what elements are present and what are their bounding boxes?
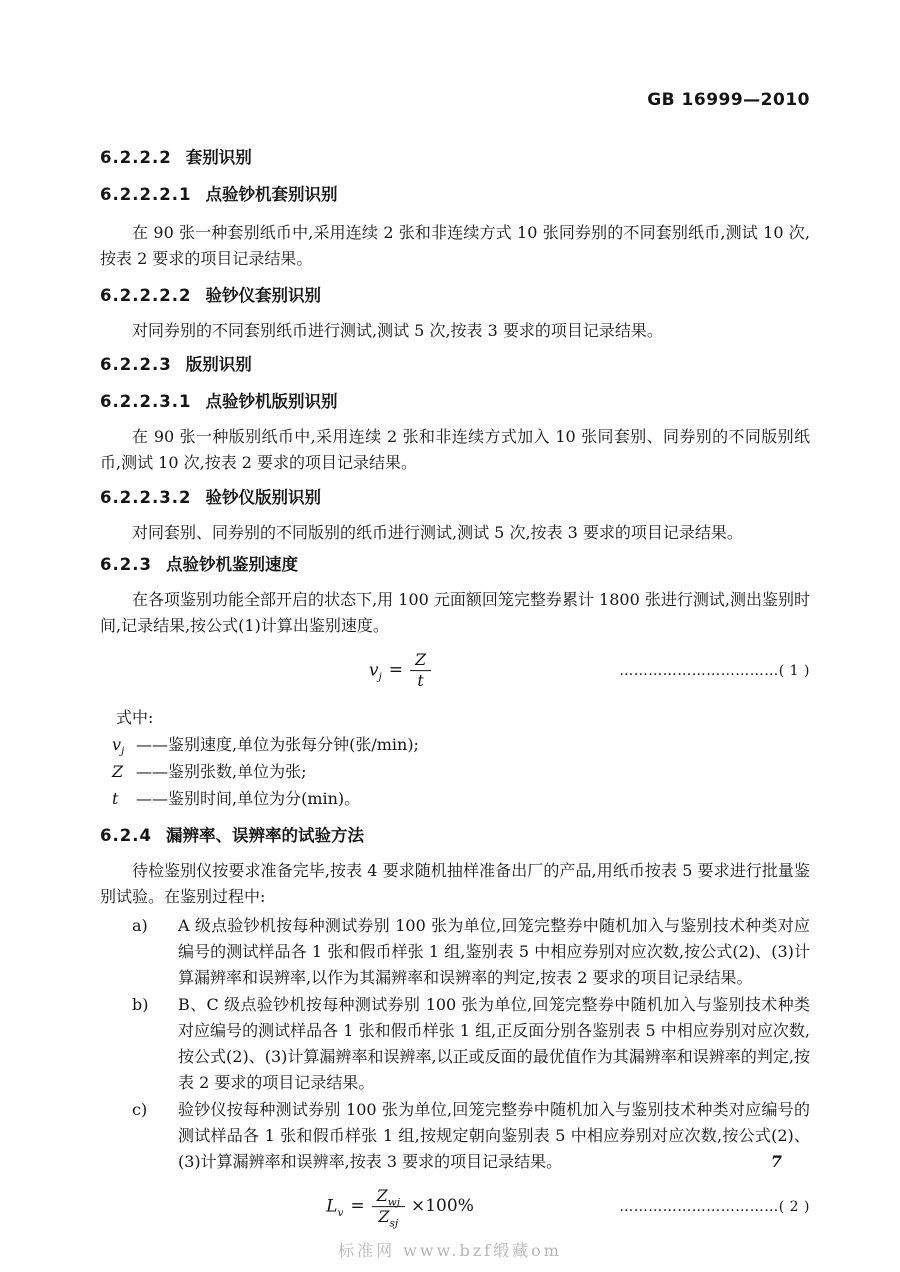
paragraph-detector-edition-test: 对同套别、同券别的不同版别的纸币进行测试,测试 5 次,按表 3 要求的项目记录结果。 (132, 523, 743, 542)
definition-z (100, 759, 810, 785)
heading-number: 6.2.2.3.1 (100, 392, 192, 411)
heading-6-2-2-2-2 (100, 286, 810, 306)
page-number: 7 (770, 1152, 782, 1171)
definition-text: ——鉴别张数,单位为张; (136, 762, 307, 781)
watermark: 标准网 www.bzf缎藏om (338, 1241, 562, 1260)
test-method-list (100, 913, 810, 1175)
heading-title: 验钞仪版别识别 (205, 488, 321, 507)
heading-number: 6.2.2.3.2 (100, 488, 192, 507)
heading-title: 版别识别 (185, 355, 252, 374)
leader-dots: …………………………… (619, 1199, 779, 1215)
formula-1-expression (100, 651, 700, 691)
equals-sign: = (350, 1196, 365, 1217)
definition-symbol: Z (112, 762, 124, 781)
heading-number: 6.2.2.2 (100, 148, 172, 167)
list-item-b (132, 992, 810, 1096)
heading-number: 6.2.2.3 (100, 355, 172, 374)
list-item-text: A 级点验钞机按每种测试券别 100 张为单位,回笼完整券中随机加入与鉴别技术种类对应编号的测试样品各 1 张和假币样张 1 组,鉴别表 5 中相应券别对应次数,按公式(2)、(3)计算漏辨率和误辨率,以作为其漏辨率和误辨率的判定,按表 2 要求的项目记录结果。 (178, 916, 810, 987)
heading-6-2-2-3-1 (100, 392, 810, 412)
definition-t (100, 786, 810, 812)
definition-symbol: $v_j$ (112, 735, 125, 758)
heading-6-2-3 (100, 555, 810, 575)
heading-number: 6.2.4 (100, 826, 152, 845)
list-item-text: B、C 级点验钞机按每种测试券别 100 张为单位,回笼完整券中随机加入与鉴别技术种类对应编号的测试样品各 1 张和假币样张 1 组,正反面分别各鉴别表 5 中相应券别对应次数,按公式(2)、(3)计算漏辨率和误辨率,以正或反面的最优值作为其漏辨率和误辨率的判定,按表 2 要求的项目记录结果。 (178, 995, 810, 1092)
doc-number: GB 16999—2010 (647, 90, 810, 110)
formula-1-variable-subscript: j (378, 670, 382, 683)
heading-number: 6.2.2.2.1 (100, 185, 192, 204)
list-marker: c) (132, 1100, 148, 1119)
formula-2 (100, 1179, 810, 1235)
list-item-text: 验钞仪按每种测试券别 100 张为单位,回笼完整券中随机加入与鉴别技术种类对应编号的测试样品各 1 张和假币样张 1 组,按规定朝向鉴别表 5 中相应券别对应次数,按公式(2)、(3)计算漏辨率和误辨率,按表 3 要求的项目记录结果。 (178, 1100, 810, 1171)
heading-title: 漏辨率、误辨率的试验方法 (165, 826, 364, 845)
formula-2-label: ( 2 ) (778, 1199, 810, 1215)
heading-6-2-2-2 (100, 148, 810, 168)
formula-2-leader (619, 1194, 810, 1220)
list-item-c (132, 1097, 810, 1175)
formula-1-leader (619, 658, 810, 684)
heading-6-2-2-3-2 (100, 488, 810, 508)
fraction-numerator: Z (410, 651, 431, 671)
formula-1 (100, 643, 810, 699)
formula-1-fraction (410, 651, 431, 691)
heading-title: 点验钞机套别识别 (205, 185, 338, 204)
where-label: 式中: (116, 708, 154, 727)
heading-6-2-2-3 (100, 355, 810, 375)
definition-text: ——鉴别速度,单位为张每分钟(张/min); (136, 735, 419, 754)
heading-6-2-2-2-1 (100, 185, 810, 205)
paragraph-counting-machine-edition-test: 在 90 张一种版别纸币中,采用连续 2 张和非连续方式加入 10 张同套别、同券别的不同版别纸币,测试 10 次,按表 2 要求的项目记录结果。 (100, 427, 810, 472)
heading-number: 6.2.2.2.2 (100, 286, 192, 305)
list-marker: b) (132, 995, 149, 1014)
paragraph-speed-test: 在各项鉴别功能全部开启的状态下,用 100 元面额回笼完整券累计 1800 张进行测试,测出鉴别时间,记录结果,按公式(1)计算出鉴别速度。 (100, 590, 810, 635)
times-100-percent: ×100% (411, 1196, 474, 1217)
formula-2-variable-subscript: v (337, 1206, 344, 1219)
heading-title: 点验钞机鉴别速度 (165, 555, 298, 574)
formula-2-fraction (372, 1186, 405, 1230)
list-marker: a) (132, 916, 148, 935)
paragraph-rate-test-intro: 待检鉴别仪按要求准备完毕,按表 4 要求随机抽样准备出厂的产品,用纸币按表 5 要求进行批量鉴别试验。在鉴别过程中: (100, 861, 810, 906)
formula-1-label: ( 1 ) (778, 663, 810, 679)
definition-vj (100, 732, 810, 758)
heading-title: 套别识别 (185, 148, 252, 167)
heading-6-2-4 (100, 826, 810, 846)
heading-title: 点验钞机版别识别 (205, 392, 338, 411)
paragraph-detector-set-test: 对同券别的不同套别纸币进行测试,测试 5 次,按表 3 要求的项目记录结果。 (132, 321, 663, 340)
paragraph-counting-machine-set-test: 在 90 张一种套别纸币中,采用连续 2 张和非连续方式 10 张同券别的不同套别纸币,测试 10 次,按表 2 要求的项目记录结果。 (100, 223, 810, 268)
fraction-denominator: $Z_{sj}$ (378, 1207, 399, 1230)
formula-2-expression (100, 1186, 700, 1230)
leader-dots: …………………………… (619, 663, 779, 679)
definition-symbol: t (112, 789, 119, 808)
formula-1-variable: v (368, 660, 379, 681)
formula-2-variable: L (326, 1196, 338, 1217)
equals-sign: = (388, 660, 403, 681)
definition-text: ——鉴别时间,单位为分(min)。 (136, 789, 361, 808)
heading-number: 6.2.3 (100, 555, 152, 574)
fraction-numerator: $Z_{wj}$ (372, 1187, 405, 1207)
fraction-denominator: t (417, 671, 424, 691)
heading-title: 验钞仪套别识别 (205, 286, 321, 305)
list-item-a (132, 913, 810, 991)
